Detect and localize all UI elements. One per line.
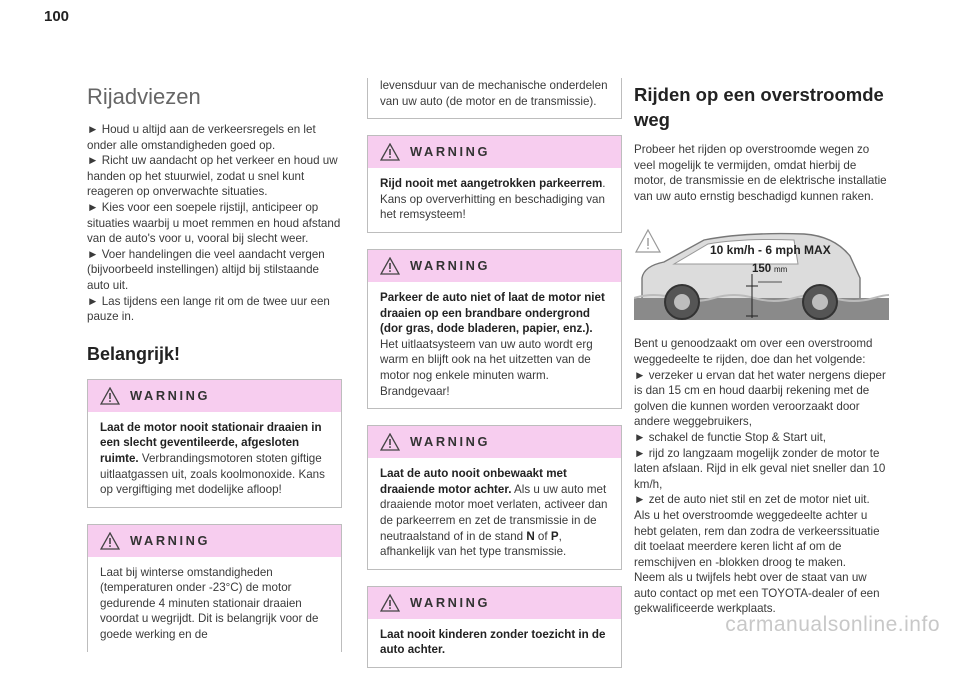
warning-box (87, 524, 342, 652)
warning-bold-text: Laat de auto nooit onbewaakt met draaiende motor achter. (380, 467, 567, 496)
warning-text: . Kans op oververhitting en beschadiging van het remsysteem! (380, 177, 606, 222)
warning-label: WARNING (410, 594, 491, 610)
warning-text: Laat bij winterse omstandigheden (temperaturen onder -23°C) de motor gedurende 4 minuten stationair draaien voordat u wegrijdt. Dit is belangrijk voor de goede werking en de (100, 565, 319, 642)
flooded-road-illustration (634, 216, 889, 324)
warning-triangle-icon (100, 532, 120, 550)
warning-header (368, 136, 621, 168)
warning-box (367, 425, 622, 570)
warning-triangle-icon (100, 387, 120, 405)
warning-body (368, 78, 621, 118)
bullet-item: ► Kies voor een soepele rijstijl, anticipeer op situaties waarbij u moet remmen en houd afstand van de auto's voor u, vooral bij slecht weer. (87, 200, 341, 246)
warning-body (88, 557, 341, 652)
warning-box (367, 135, 622, 233)
warning-triangle-icon (380, 143, 400, 161)
warning-body (88, 412, 341, 507)
warning-header (368, 587, 621, 619)
warning-label: WARNING (410, 144, 491, 160)
column-1 (87, 78, 342, 668)
warning-box (367, 586, 622, 668)
warning-triangle-icon (380, 433, 400, 451)
warning-header (88, 525, 341, 557)
depth-value: 150 (752, 263, 772, 276)
warning-body (368, 458, 621, 569)
section-title-driving-advice: Rijadviezen (87, 84, 201, 109)
warning-body (368, 168, 621, 232)
bullet-item: ► rijd zo langzaam mogelijk zonder de motor te laten afslaan. Rijd in elk geval niet sneller dan 10 km/h, (634, 446, 886, 491)
warning-box-continued (367, 78, 622, 119)
bullet-item: ► Richt uw aandacht op het verkeer en houd uw handen op het stuurwiel, zodat u snel kunt reageren op onverwachte situaties. (87, 154, 338, 199)
warning-triangle-icon (380, 257, 400, 275)
intro-paragraph: Probeer het rijden op overstroomde wegen zo veel mogelijk te vermijden, omdat hierbij de motor, de transmissie en de elektrische installatie van uw auto ernstig beschadigd kunnen raken. (634, 143, 887, 203)
warning-box (367, 249, 622, 409)
body-line: Neem als u twijfels hebt over de staat van uw auto contact op met een TOYOTA-dealer of een gekwalificeerde werkplaats. (634, 571, 880, 616)
warning-text: levensduur van de mechanische onderdelen van uw auto (de motor en de transmissie). (380, 79, 608, 108)
gear-position-n: N (526, 529, 535, 543)
warning-box (87, 379, 342, 508)
warning-header (368, 426, 621, 458)
watermark: carmanualsonline.info (725, 613, 940, 636)
column-2 (367, 78, 622, 684)
warning-bold-text: Parkeer de auto niet of laat de motor niet draaien op een brandbare ondergrond (dor gras, dode bladeren, papier, enz.). (380, 290, 605, 336)
warning-text: of (534, 529, 551, 543)
depth-unit: mm (774, 265, 788, 275)
warning-bold-text: Laat de motor nooit stationair draaien in een slecht geventileerde, afgesloten ruimte. (100, 420, 322, 465)
section-title-flooded-road: Rijden op een overstroomde weg (634, 84, 884, 130)
warning-bold-text: Rijd nooit met aangetrokken parkeerrem (380, 177, 603, 191)
warning-body (368, 282, 621, 408)
gear-position-p: P (550, 529, 559, 543)
warning-label: WARNING (130, 387, 211, 403)
warning-text: Als u uw auto met draaiende motor moet verlaten, activeer dan de parkeerrem en zet de transmissie in de neutraalstand of in de stand (380, 482, 608, 543)
page-number: 100 (44, 8, 70, 25)
speed-limit-label: 10 km/h - 6 mph MAX (710, 243, 831, 258)
important-heading: Belangrijk! (87, 343, 181, 364)
warning-header (88, 380, 341, 412)
body-line: Als u het overstroomde weggedeelte achter u hebt gelaten, rem dan zodra de verkeerssituatie dit toelaat meerdere keren licht af om de remschijven en -blokken droog te maken. (634, 508, 880, 569)
warning-triangle-icon (380, 594, 400, 612)
warning-bold-text: Laat nooit kinderen zonder toezicht in de auto achter. (380, 627, 606, 657)
bullet-item: ► Houd u altijd aan de verkeersregels en let onder alle omstandigheden goed op. (87, 123, 316, 152)
warning-text: Verbrandingsmotoren stoten giftige uitlaatgassen uit, zoals koolmonoxide. Kans op vergiftiging met dodelijke afloop! (100, 451, 325, 497)
warning-text: , afhankelijk van het type transmissie. (380, 529, 567, 559)
warning-label: WARNING (410, 434, 491, 450)
body-line: Bent u genoodzaakt om over een overstroomd weggedeelte te rijden, doe dan het volgende: (634, 337, 873, 366)
bullet-item: ► schakel de functie Stop & Start uit, (634, 430, 826, 444)
column-3 (634, 82, 889, 617)
bullet-item: ► zet de auto niet stil en zet de motor niet uit. (634, 493, 870, 507)
warning-label: WARNING (410, 258, 491, 274)
bullet-item: ► Las tijdens een lange rit om de twee uur een pauze in. (87, 294, 330, 324)
bullet-item: ► Voer handelingen die veel aandacht vergen (bijvoorbeeld instellingen) altijd bij stilstaande auto uit. (87, 247, 325, 292)
warning-label: WARNING (130, 532, 211, 548)
warning-text: Het uitlaatsysteem van uw auto wordt erg warm en blijft ook na het uitzetten van de motor nog enkele minuten warm. Brandgevaar! (380, 337, 593, 398)
warning-header (368, 250, 621, 282)
warning-body (368, 619, 621, 667)
bullet-item: ► verzeker u ervan dat het water nergens dieper is dan 15 cm en houd daarbij rekening met de golven die kunnen worden veroorzaakt door andere weggebruikers, (634, 368, 886, 429)
